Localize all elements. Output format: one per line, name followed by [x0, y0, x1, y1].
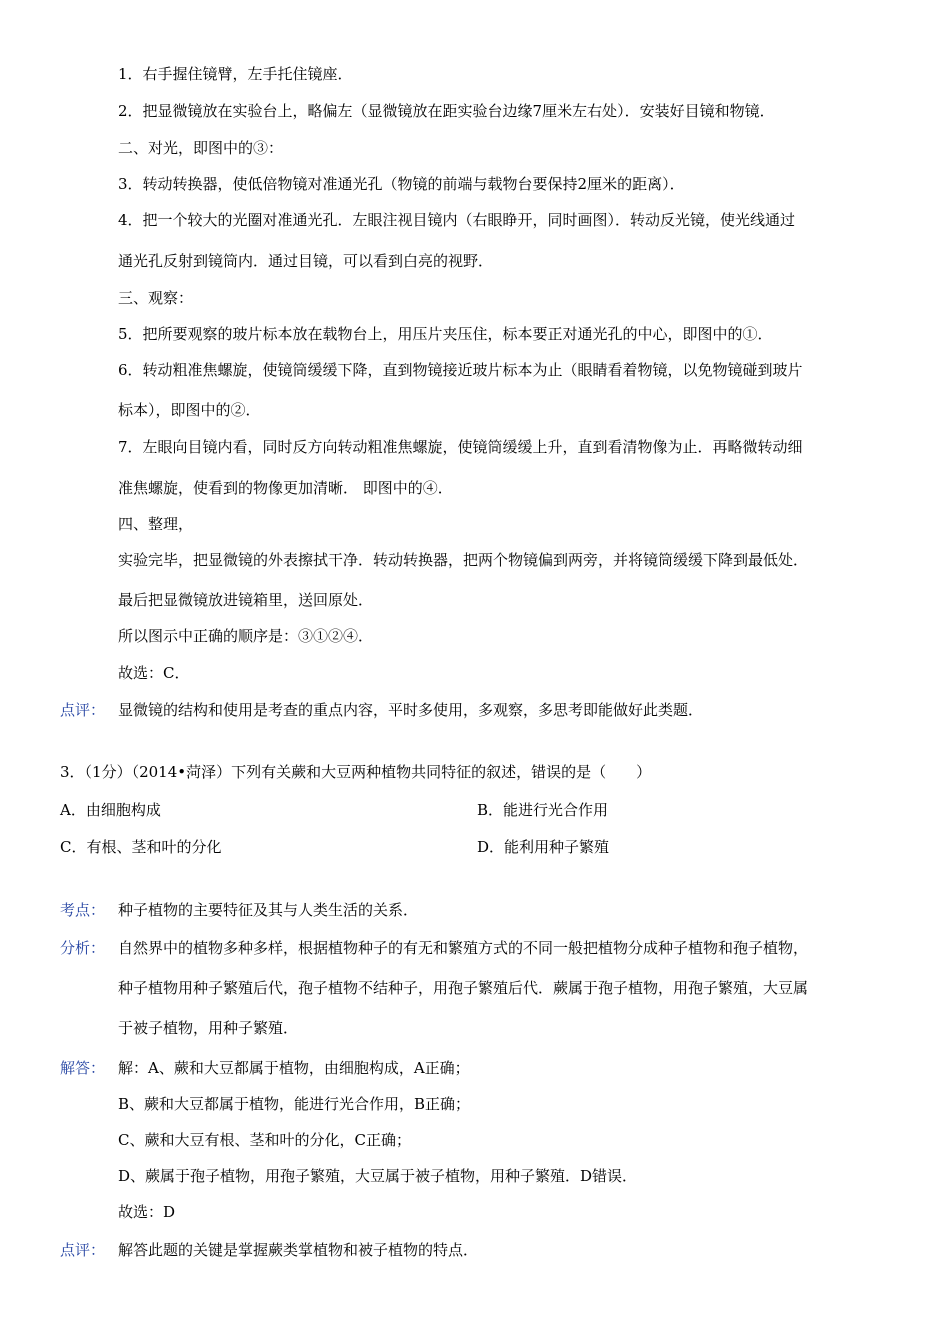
jieda-line-2: B、蕨和大豆都属于植物，能进行光合作用，B正确；	[118, 1095, 471, 1113]
step-6-line: 6．转动粗准焦螺旋，使镜筒缓缓下降，直到物镜接近玻片标本为止（眼睛看着物镜，以免物镜碰到玻片	[118, 361, 803, 379]
jieda-line-4: D、蕨属于孢子植物，用孢子繁殖，大豆属于被子植物，用种子繁殖．D错误．	[118, 1167, 638, 1185]
answer-choice: 故选：C．	[118, 664, 190, 682]
step-1-line: 1．右手握住镜臂，左手托住镜座．	[118, 65, 353, 83]
option-c: C．有根、茎和叶的分化	[60, 838, 222, 856]
kaodian-text: 种子植物的主要特征及其与人类生活的关系．	[118, 901, 419, 919]
jieda-label: 解答：	[60, 1059, 106, 1077]
review-label: 点评：	[60, 701, 106, 719]
order-conclusion: 所以图示中正确的顺序是：③①②④．	[118, 627, 374, 645]
step-6-line-cont: 标本），即图中的②．	[118, 401, 261, 419]
kaodian-label: 考点：	[60, 901, 106, 919]
option-b: B．能进行光合作用	[477, 801, 609, 819]
fenxi-line-3: 于被子植物，用种子繁殖．	[118, 1019, 299, 1037]
fenxi-label: 分析：	[60, 939, 106, 957]
jieda-line-3: C、蕨和大豆有根、茎和叶的分化，C正确；	[118, 1131, 411, 1149]
heading-tidy: 四、整理，	[118, 515, 194, 533]
jieda-line-1: 解：A、蕨和大豆都属于植物，由细胞构成，A正确；	[118, 1059, 470, 1077]
step-4-line-cont: 通光孔反射到镜筒内．通过目镜，可以看到白亮的视野．	[118, 252, 494, 270]
option-d: D．能利用种子繁殖	[477, 838, 610, 856]
tidy-line: 实验完毕，把显微镜的外表擦拭干净．转动转换器，把两个物镜偏到两旁，并将镜筒缓缓下降到最低处．	[118, 551, 809, 569]
fenxi-line-2: 种子植物用种子繁殖后代，孢子植物不结种子，用孢子繁殖后代．蕨属于孢子植物，用孢子繁殖，大豆属	[118, 979, 809, 997]
review-label-2: 点评：	[60, 1241, 106, 1259]
tidy-line-cont: 最后把显微镜放进镜箱里，送回原处．	[118, 591, 374, 609]
option-a: A．由细胞构成	[60, 801, 161, 819]
review-text: 显微镜的结构和使用是考查的重点内容，平时多使用，多观察，多思考即能做好此类题．	[118, 701, 704, 719]
fenxi-line-1: 自然界中的植物多种多样，根据植物种子的有无和繁殖方式的不同一般把植物分成种子植物和孢子植物，	[118, 939, 809, 957]
step-7-line: 7．左眼向目镜内看，同时反方向转动粗准焦螺旋，使镜筒缓缓上升，直到看清物像为止．再略微转动细	[118, 438, 803, 456]
review-text-2: 解答此题的关键是掌握蕨类掌植物和被子植物的特点．	[118, 1241, 479, 1259]
step-3-line: 3．转动转换器，使低倍物镜对准通光孔（物镜的前端与载物台要保持2厘米的距离）．	[118, 175, 685, 193]
heading-observe: 三、观察：	[118, 289, 194, 307]
step-4-line: 4．把一个较大的光圈对准通光孔．左眼注视目镜内（右眼睁开，同时画图）．转动反光镜，使光线通过	[118, 211, 796, 229]
question-stem: 3．（1分）（2014•菏泽）下列有关蕨和大豆两种植物共同特征的叙述，错误的是（ ）	[60, 763, 652, 781]
step-7-line-cont: 准焦螺旋，使看到的物像更加清晰． 即图中的④．	[118, 479, 453, 497]
step-2-line: 2．把显微镜放在实验台上，略偏左（显微镜放在距实验台边缘7厘米左右处）．安装好目镜和物镜．	[118, 102, 775, 120]
jieda-line-5: 故选：D	[118, 1203, 176, 1221]
step-5-line: 5．把所要观察的玻片标本放在载物台上，用压片夹压住，标本要正对通光孔的中心，即图中的①．	[118, 325, 773, 343]
heading-focus-light: 二、对光，即图中的③：	[118, 139, 284, 157]
